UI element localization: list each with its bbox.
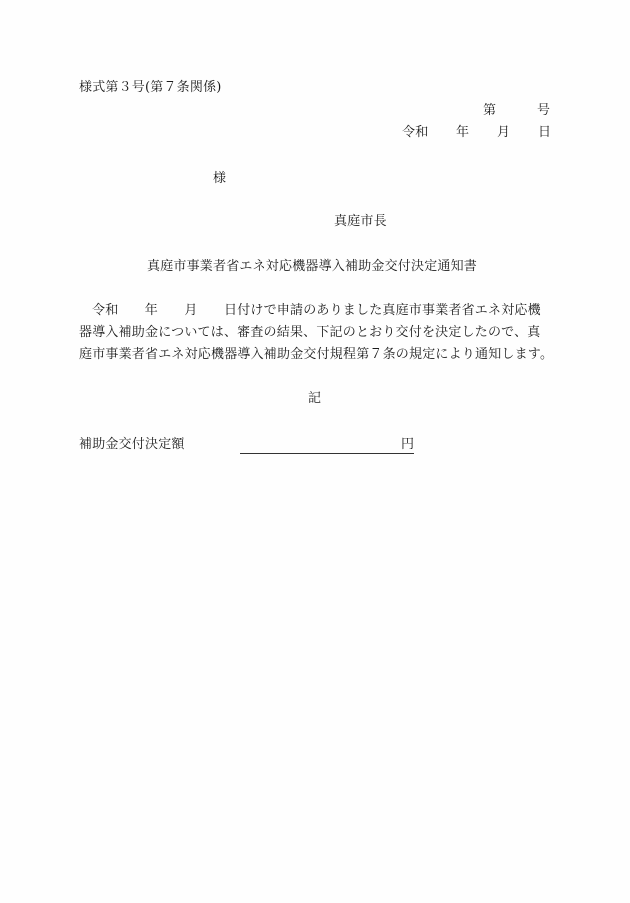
amount-label: 補助金交付決定額 [79,437,185,452]
document-title: 真庭市事業者省エネ対応機器導入補助金交付決定通知書 [147,259,478,274]
date-day: 日 [538,125,552,140]
form-number: 様式第３号(第７条関係) [79,80,222,95]
addressee-suffix: 様 [213,171,227,186]
amount-unit: 円 [401,437,415,452]
date-month: 月 [497,125,511,140]
ki-heading: 記 [308,391,322,406]
date-era: 令和 [402,125,429,140]
doc-number-prefix: 第 [483,103,497,118]
body-line-3: 庭市事業者省エネ対応機器導入補助金交付規程第７条の規定により通知します。 [79,347,554,362]
issuer: 真庭市長 [334,214,387,229]
doc-number-suffix: 号 [537,103,551,118]
amount-field [240,437,414,454]
date-year: 年 [456,125,470,140]
body-line-2: 器導入補助金については、審査の結果、下記のとおり交付を決定したので、真 [79,325,541,340]
body-line-1: 令和 年 月 日付けで申請のありました真庭市事業者省エネ対応機 [92,303,541,318]
